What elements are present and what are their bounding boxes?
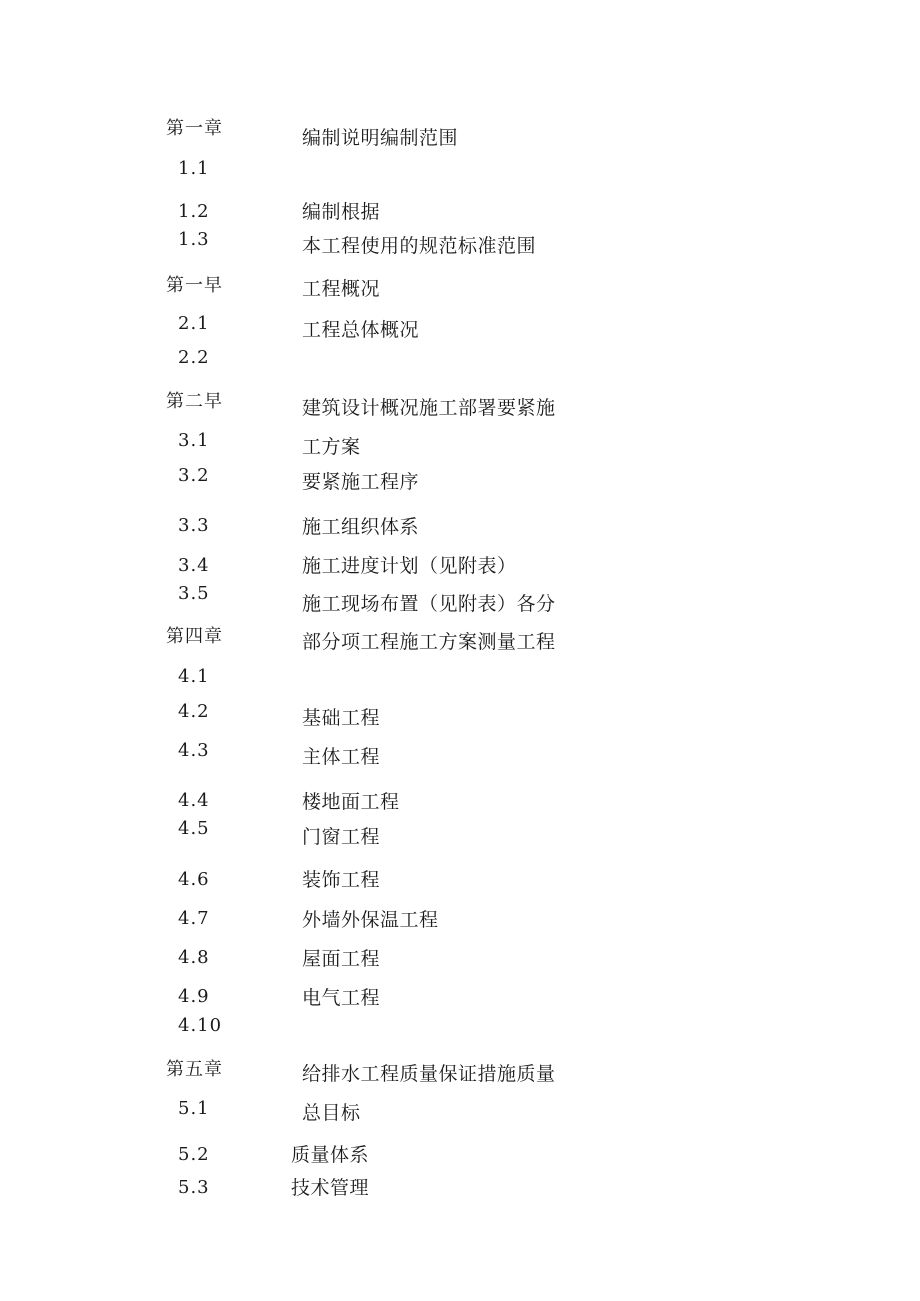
toc-title: 工程总体概况 (302, 319, 420, 341)
toc-title: 编制说明编制范围 (302, 127, 459, 149)
toc-number: 第四章 (166, 626, 223, 647)
toc-title: 装饰工程 (302, 869, 381, 891)
toc-title: 质量体系 (291, 1144, 370, 1166)
toc-number: 1.2 (178, 201, 210, 222)
toc-number: 1.1 (178, 158, 210, 179)
toc-title: 屋面工程 (302, 948, 381, 970)
toc-title: 施工现场布置（见附表）各分 (302, 593, 556, 615)
toc-number: 3.3 (178, 515, 210, 536)
toc-title: 楼地面工程 (302, 791, 400, 813)
toc-title: 主体工程 (302, 746, 381, 768)
toc-number: 3.4 (178, 555, 210, 576)
toc-number: 5.3 (178, 1177, 210, 1198)
toc-title: 基础工程 (302, 707, 381, 729)
toc-number: 4.6 (178, 869, 210, 890)
toc-number: 4.4 (178, 790, 210, 811)
toc-title: 施工组织体系 (302, 516, 420, 538)
toc-title: 外墙外保温工程 (302, 909, 439, 931)
toc-title: 本工程使用的规范标准范围 (302, 235, 537, 257)
toc-title: 施工进度计划（见附表） (302, 555, 517, 577)
toc-number: 4.7 (178, 908, 210, 929)
toc-number: 2.2 (178, 347, 210, 368)
toc-title: 要紧施工程序 (302, 471, 420, 493)
toc-number: 3.1 (178, 430, 210, 451)
toc-number: 第一章 (166, 118, 223, 139)
toc-number: 3.2 (178, 465, 210, 486)
toc-number: 5.1 (178, 1098, 210, 1119)
toc-title: 部分项工程施工方案测量工程 (302, 631, 556, 653)
toc-number: 第一早 (166, 275, 223, 296)
toc-number: 4.3 (178, 740, 210, 761)
toc-number: 4.10 (178, 1015, 223, 1036)
toc-title: 工方案 (302, 436, 361, 458)
toc-number: 5.2 (178, 1144, 210, 1165)
toc-number: 第五章 (166, 1059, 223, 1080)
toc-title: 总目标 (302, 1102, 361, 1124)
toc-number: 4.1 (178, 666, 210, 687)
toc-number: 4.8 (178, 947, 210, 968)
toc-number: 4.5 (178, 818, 210, 839)
toc-number: 2.1 (178, 313, 210, 334)
toc-number: 第二早 (166, 391, 223, 412)
toc-title: 编制根据 (302, 201, 381, 223)
toc-number: 4.9 (178, 986, 210, 1007)
toc-number: 4.2 (178, 701, 210, 722)
toc-title: 电气工程 (302, 987, 381, 1009)
toc-title: 建筑设计概况施工部署要紧施 (302, 397, 556, 419)
toc-title: 工程概况 (302, 278, 381, 300)
toc-number: 1.3 (178, 229, 210, 250)
toc-title: 技术管理 (291, 1177, 370, 1199)
toc-number: 3.5 (178, 583, 210, 604)
toc-title: 门窗工程 (302, 826, 381, 848)
toc-title: 给排水工程质量保证措施质量 (302, 1063, 556, 1085)
